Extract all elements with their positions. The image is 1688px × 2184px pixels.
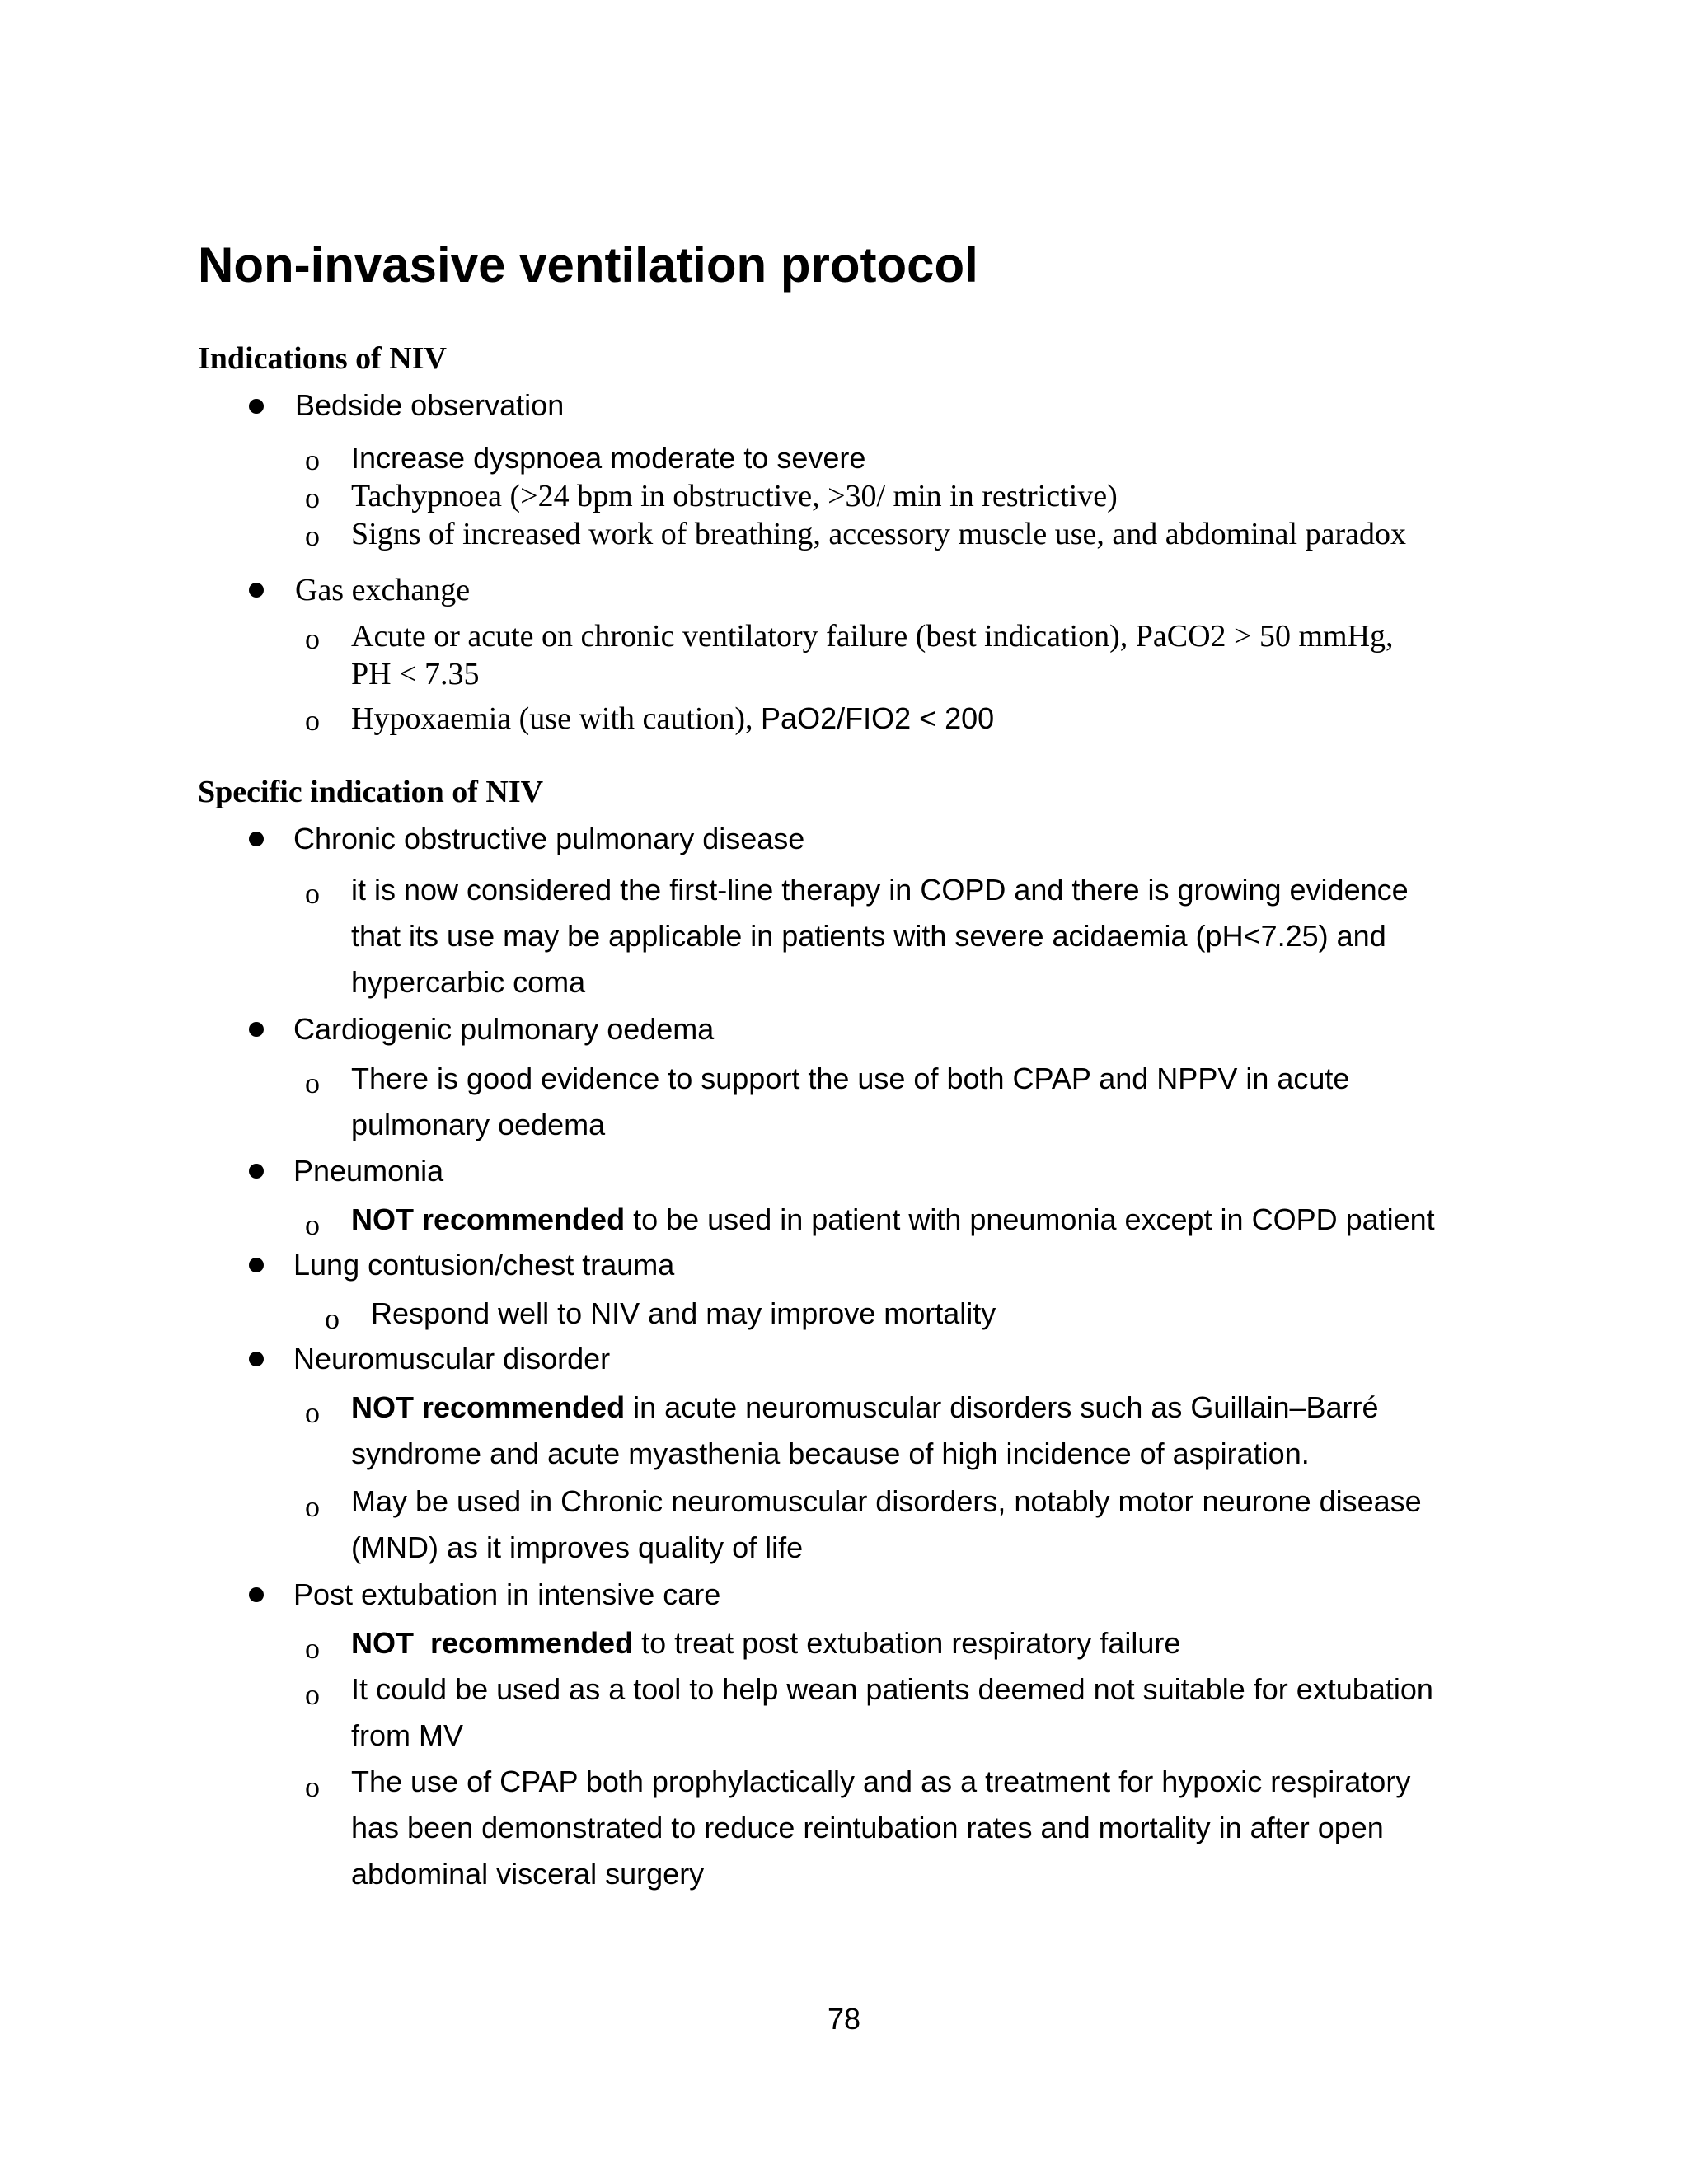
sub-list-item-continuation: that its use may be applicable in patients with severe acidaemia (pH<7.25) and	[351, 919, 1386, 953]
post-failure-text: to treat post extubation respiratory failure	[633, 1626, 1181, 1660]
bullet-marker	[249, 1352, 264, 1366]
sub-list-item-continuation: syndrome and acute myasthenia because of high incidence of aspiration.	[351, 1436, 1310, 1470]
bullet-marker	[249, 1164, 264, 1179]
sub-list-item: It could be used as a tool to help wean patients deemed not suitable for extubation	[351, 1672, 1433, 1706]
sub-bullet-marker: o	[305, 519, 320, 552]
sub-list-item-neuro-acute	[351, 1390, 1379, 1426]
list-item-pneumonia: Pneumonia	[293, 1154, 444, 1188]
bullet-marker	[249, 1258, 264, 1272]
sub-list-item-continuation: has been demonstrated to reduce reintubation rates and mortality in after open	[351, 1811, 1384, 1844]
sub-bullet-marker: o	[305, 877, 320, 910]
sub-list-item-continuation: pulmonary oedema	[351, 1108, 606, 1141]
not-recommended-label: NOT recommended	[351, 1626, 634, 1660]
sub-list-item: Signs of increased work of breathing, accessory muscle use, and abdominal paradox	[351, 517, 1406, 551]
sub-bullet-marker: o	[305, 443, 320, 476]
hypoxaemia-ratio: PaO2/FIO2 < 200	[761, 701, 995, 735]
list-item-bedside-observation: Bedside observation	[295, 388, 565, 422]
sub-bullet-marker: o	[305, 1066, 320, 1099]
sub-bullet-marker: o	[305, 1678, 320, 1711]
bullet-marker	[249, 399, 264, 414]
sub-list-item-pneumonia	[351, 1202, 1435, 1238]
sub-list-item-continuation: (MND) as it improves quality of life	[351, 1530, 804, 1564]
list-item-lung-contusion: Lung contusion/chest trauma	[293, 1248, 675, 1282]
sub-list-item: Acute or acute on chronic ventilatory failure (best indication), PaCO2 > 50 mmHg,	[351, 619, 1394, 654]
not-recommended-label: NOT recommended	[351, 1202, 626, 1236]
sub-bullet-marker: o	[325, 1302, 340, 1335]
neuro-acute-text: in acute neuromuscular disorders such as Guillain–Barré	[625, 1390, 1379, 1424]
sub-bullet-marker: o	[305, 622, 320, 655]
sub-list-item-continuation: from MV	[351, 1718, 464, 1752]
list-item-gas-exchange: Gas exchange	[295, 573, 471, 607]
sub-list-item: Tachypnoea (>24 bpm in obstructive, >30/ min in restrictive)	[351, 479, 1118, 513]
pneumonia-text: to be used in patient with pneumonia except in COPD patient	[625, 1202, 1435, 1236]
section-heading-specific: Specific indication of NIV	[198, 775, 544, 809]
sub-list-item-continuation: PH < 7.35	[351, 657, 480, 691]
sub-list-item-hypoxaemia	[351, 701, 994, 737]
sub-list-item: it is now considered the first-line therapy in COPD and there is growing evidence	[351, 873, 1409, 907]
sub-bullet-marker: o	[305, 1490, 320, 1523]
sub-list-item-post-failure	[351, 1625, 1180, 1661]
sub-bullet-marker: o	[305, 481, 320, 514]
sub-list-item: Increase dyspnoea moderate to severe	[351, 441, 866, 475]
sub-list-item: May be used in Chronic neuromuscular disorders, notably motor neurone disease	[351, 1484, 1422, 1518]
sub-bullet-marker: o	[305, 1632, 320, 1665]
list-item-neuromuscular: Neuromuscular disorder	[293, 1342, 611, 1376]
page-number: 78	[827, 2002, 861, 2036]
bullet-marker	[249, 1022, 264, 1037]
bullet-marker	[249, 832, 264, 846]
bullet-marker	[249, 583, 264, 598]
section-heading-indications: Indications of NIV	[198, 341, 447, 376]
sub-bullet-marker: o	[305, 704, 320, 737]
sub-list-item: There is good evidence to support the use of both CPAP and NPPV in acute	[351, 1062, 1350, 1095]
sub-bullet-marker: o	[305, 1208, 320, 1241]
list-item-copd: Chronic obstructive pulmonary disease	[293, 822, 805, 855]
sub-list-item-continuation: abdominal visceral surgery	[351, 1857, 705, 1891]
sub-list-item-continuation: hypercarbic coma	[351, 965, 586, 999]
page-title: Non-invasive ventilation protocol	[198, 237, 978, 293]
sub-bullet-marker: o	[305, 1770, 320, 1803]
bullet-marker	[249, 1587, 264, 1602]
list-item-cardiogenic: Cardiogenic pulmonary oedema	[293, 1012, 715, 1046]
sub-bullet-marker: o	[305, 1396, 320, 1429]
sub-list-item: The use of CPAP both prophylactically and as a treatment for hypoxic respiratory	[351, 1765, 1411, 1798]
hypoxaemia-text: Hypoxaemia (use with caution),	[351, 701, 762, 736]
sub-list-item: Respond well to NIV and may improve mortality	[371, 1296, 996, 1330]
list-item-post-extubation: Post extubation in intensive care	[293, 1577, 721, 1611]
not-recommended-label: NOT recommended	[351, 1390, 626, 1424]
